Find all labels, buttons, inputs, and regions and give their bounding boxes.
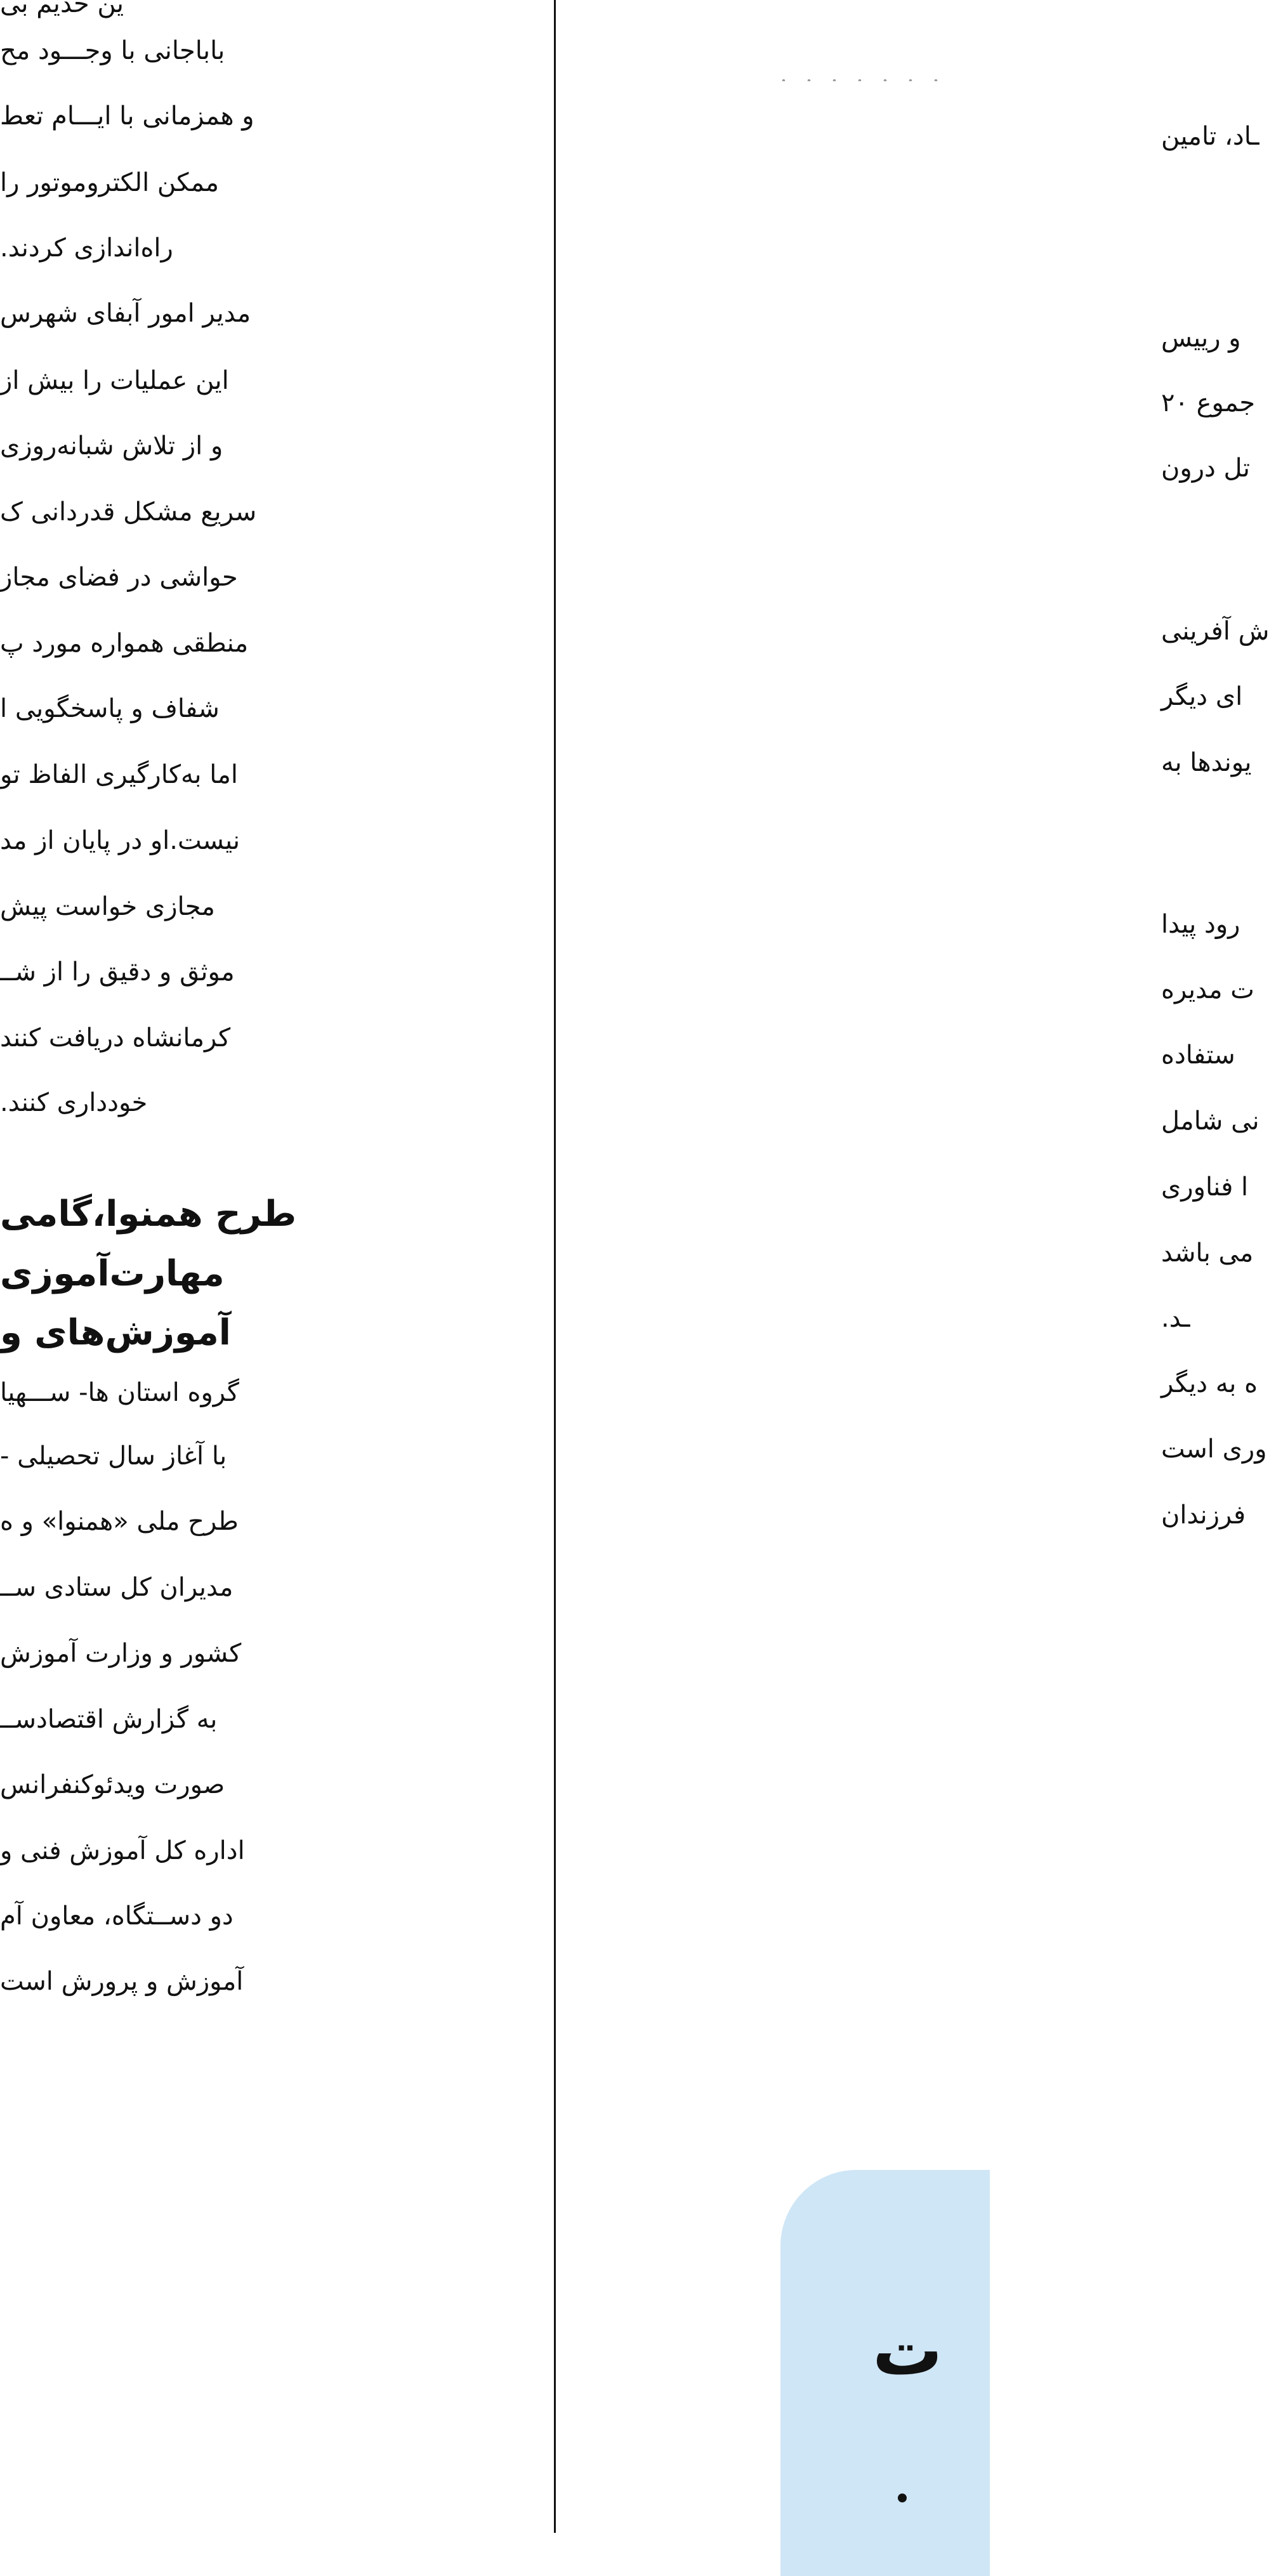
article-line: صورت ویدئوکنفرانس	[0, 1770, 225, 1799]
callout-headline: ت	[872, 2310, 943, 2391]
article-line: نیست.او در پایان از مد	[0, 826, 240, 855]
left-article-column	[0, 0, 546, 2533]
article-line: طرح ملی «همنوا» و ه	[0, 1507, 239, 1536]
article-line: منطقی همواره مورد پ	[0, 629, 249, 658]
article-line: ین حدیم بی	[0, 0, 124, 18]
article-line: فرزندان	[1161, 1501, 1246, 1530]
article-line: مجازی خواست پیش	[0, 892, 215, 921]
article-line: حواشی در فضای مجاز	[0, 563, 238, 592]
article-line: نی شامل	[1161, 1107, 1259, 1136]
article-line: گروه استان ها- ســـهیا	[0, 1378, 239, 1407]
article-line: مدیران کل ستادی ســ	[0, 1573, 233, 1602]
article-line: و همزمانی با ایـــام تعط	[0, 102, 254, 131]
article-line: ـاد، تامین	[1161, 122, 1259, 151]
article-line: کشور و وزارت آموزش	[0, 1639, 242, 1668]
article-line: به گزارش اقتصادســ	[0, 1705, 218, 1734]
article-line: آموزش و پرورش است	[0, 1967, 244, 1996]
article-line: ممکن الکتروموتور را	[0, 168, 219, 197]
article-line: کرمانشاه دریافت کنند	[0, 1023, 231, 1053]
article-line: مدیر امور آبفای شهرس	[0, 299, 251, 328]
article-line: دو دســتگاه، معاون آم	[0, 1902, 233, 1931]
article-line: جموع ۲۰	[1161, 388, 1256, 417]
article-line: ا فناوری	[1161, 1173, 1249, 1202]
right-article-column	[565, 0, 1269, 2533]
article-line: ت مدیره	[1161, 975, 1254, 1004]
article-line: ستفاده	[1161, 1041, 1235, 1070]
article-line: ـد.	[1161, 1304, 1190, 1333]
article-line: یوندها به	[1161, 748, 1252, 777]
article-line: اما به‌کارگیری الفاظ تو	[0, 760, 238, 789]
article-line: موثق و دقیق را از شــ	[0, 957, 235, 987]
article-line: سریع مشکل قدردانی ک	[0, 497, 257, 527]
article-line: می باشد	[1161, 1239, 1254, 1268]
article-line: باباجانی با وجـــود مح	[0, 36, 225, 65]
article-line: و از تلاش شبانه‌روزی	[0, 431, 223, 461]
article-line: شفاف و پاسخگویی ا	[0, 694, 220, 723]
article-line: ش آفرینی	[1161, 617, 1269, 646]
article-heading-line: طرح همنوا،گامی	[0, 1193, 297, 1235]
article-heading-line: آموزش‌های و	[0, 1312, 231, 1353]
article-line: رود پیدا	[1161, 910, 1240, 939]
article-line: این عملیات را بیش از	[0, 366, 229, 395]
article-line: و رییس	[1161, 324, 1241, 353]
article-line: راه‌اندازی کردند.	[0, 233, 173, 263]
article-line: ای دیگر	[1161, 682, 1243, 711]
article-line: اداره کل آموزش فنی و	[0, 1836, 245, 1865]
article-line: تل درون	[1161, 454, 1250, 483]
article-line: ه به دیگر	[1161, 1369, 1258, 1398]
article-line: وری است	[1161, 1435, 1267, 1464]
column-divider	[554, 0, 556, 2533]
article-line: با آغاز سال تحصیلی -	[0, 1442, 227, 1471]
callout-letter-dot	[898, 2494, 907, 2502]
article-line: خودداری کنند.	[0, 1088, 148, 1117]
article-heading-line: مهارت‌آموزی	[0, 1253, 225, 1294]
